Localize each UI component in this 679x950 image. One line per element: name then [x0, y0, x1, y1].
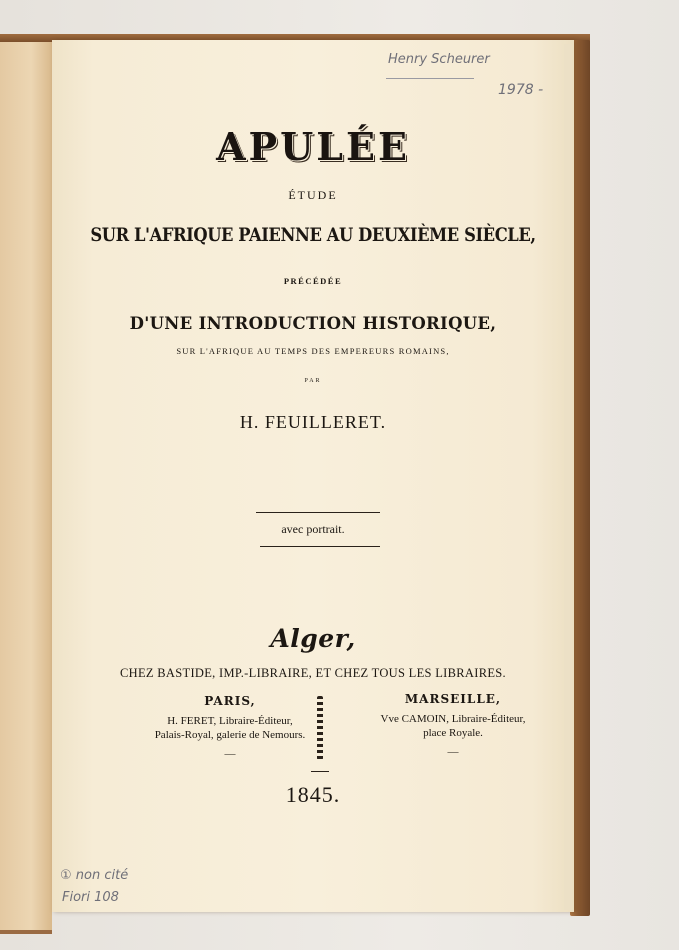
main-publisher: CHEZ BASTIDE, IMP.-LIBRAIRE, ET CHEZ TOUS LES LIBRAIRES. — [120, 666, 506, 680]
preceded-label: PRÉCÉDÉE — [283, 276, 343, 286]
marseille-label: MARSEILLE, — [404, 692, 502, 706]
page-fore-edge — [564, 44, 572, 910]
author-name: H. FEUILLERET. — [239, 412, 387, 432]
handwritten-catalog-number: 1978 - — [498, 82, 544, 98]
rule-top — [256, 512, 380, 513]
book-title: APULÉE — [216, 124, 410, 169]
paris-line-2: Palais-Royal, galerie de Nemours. — [154, 729, 306, 741]
title-page — [52, 40, 574, 912]
introduction-subtitle: SUR L'AFRIQUE AU TEMPS DES EMPEREURS ROMAINS, — [176, 346, 450, 356]
marseille-line-2: place Royale. — [423, 727, 483, 739]
introduction-title: D'UNE INTRODUCTION HISTORIQUE, — [129, 314, 497, 333]
marseille-publisher — [348, 692, 558, 758]
handwritten-signature: Henry Scheurer — [388, 52, 490, 67]
vertical-ornament — [317, 696, 323, 760]
imprint-city: Alger, — [270, 624, 356, 653]
ornament-base-rule — [311, 771, 329, 772]
paris-label: PARIS, — [204, 694, 256, 708]
left-cover-board — [0, 34, 52, 934]
paris-line-1: H. FERET, Libraire-Éditeur, — [167, 715, 293, 727]
marseille-dash: — — [447, 746, 459, 758]
handwritten-note-2: Fiori 108 — [62, 890, 119, 905]
study-label: ÉTUDE — [288, 188, 338, 202]
paris-publisher — [130, 694, 330, 760]
marseille-line-1: Vve CAMOIN, Libraire-Éditeur, — [380, 713, 526, 725]
publication-year: 1845. — [285, 782, 341, 807]
rule-bottom — [260, 546, 380, 547]
by-label: PAR — [304, 378, 322, 384]
signature-underline — [386, 78, 474, 79]
handwritten-note-1: ① non cité — [60, 868, 129, 883]
paris-dash: — — [224, 748, 236, 760]
book-subtitle: SUR L'AFRIQUE PAIENNE AU DEUXIÈME SIÈCLE, — [90, 224, 536, 246]
portrait-note: avec portrait. — [281, 522, 345, 536]
